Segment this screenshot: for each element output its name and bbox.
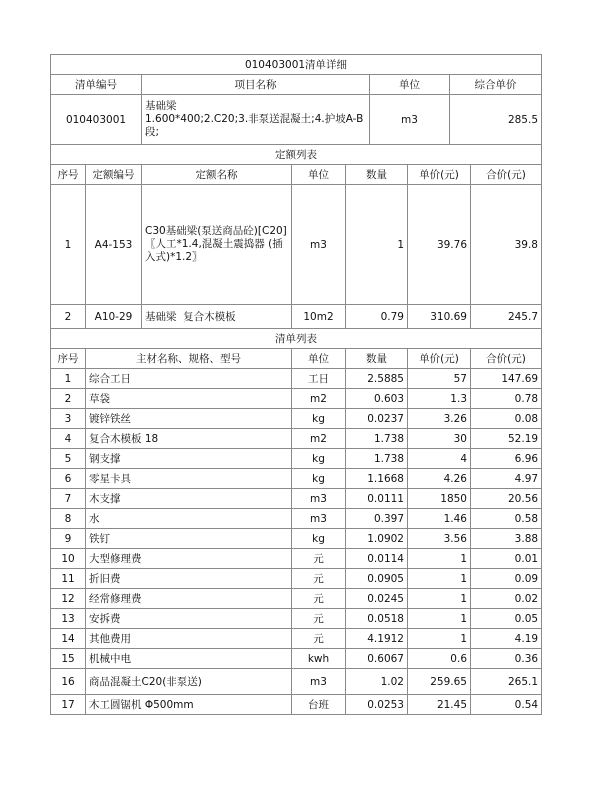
- mat-no: 5: [51, 449, 86, 469]
- material-row: [51, 589, 542, 609]
- mat-unit: m2: [292, 429, 346, 449]
- bill-item-name: [142, 95, 370, 145]
- mat-price: 3.26: [408, 409, 471, 429]
- mat-qty: 2.5885: [346, 369, 408, 389]
- material-row: [51, 469, 542, 489]
- mat-no: 6: [51, 469, 86, 489]
- quota-col-unit: 单位: [292, 165, 346, 185]
- mat-name: 大型修理费: [86, 549, 292, 569]
- mat-no: 1: [51, 369, 86, 389]
- mat-col-name: 主材名称、规格、型号: [86, 349, 292, 369]
- mat-price: 1.3: [408, 389, 471, 409]
- mat-no: 17: [51, 695, 86, 715]
- mat-unit: 元: [292, 569, 346, 589]
- mat-total: 147.69: [471, 369, 542, 389]
- mat-name: 折旧费: [86, 569, 292, 589]
- mat-price: 0.6: [408, 649, 471, 669]
- mat-qty: 0.0245: [346, 589, 408, 609]
- mat-no: 13: [51, 609, 86, 629]
- quota-row: [51, 185, 542, 305]
- mat-no: 2: [51, 389, 86, 409]
- mat-name: 木工圆锯机 Φ500mm: [86, 695, 292, 715]
- mat-no: 4: [51, 429, 86, 449]
- mat-total: 265.1: [471, 669, 542, 695]
- material-row: [51, 509, 542, 529]
- mat-qty: 0.0114: [346, 549, 408, 569]
- material-row: [51, 449, 542, 469]
- mat-no: 8: [51, 509, 86, 529]
- mat-total: 20.56: [471, 489, 542, 509]
- mat-name: 零星卡具: [86, 469, 292, 489]
- mat-unit: kg: [292, 449, 346, 469]
- materials-section-title: 清单列表: [51, 329, 542, 349]
- bill-title: 010403001清单详细: [51, 55, 542, 75]
- mat-qty: 1.0902: [346, 529, 408, 549]
- material-row: [51, 389, 542, 409]
- mat-price: 21.45: [408, 695, 471, 715]
- mat-qty: 0.0111: [346, 489, 408, 509]
- mat-unit: 元: [292, 629, 346, 649]
- mat-qty: 1.738: [346, 449, 408, 469]
- mat-qty: 0.0237: [346, 409, 408, 429]
- mat-price: 1: [408, 629, 471, 649]
- mat-qty: 1.738: [346, 429, 408, 449]
- mat-unit: 元: [292, 549, 346, 569]
- mat-total: 0.58: [471, 509, 542, 529]
- quota-code: A10-29: [86, 305, 142, 329]
- mat-qty: 1.02: [346, 669, 408, 695]
- bill-code: 010403001: [51, 95, 142, 145]
- mat-qty: 4.1912: [346, 629, 408, 649]
- mat-col-no: 序号: [51, 349, 86, 369]
- mat-no: 14: [51, 629, 86, 649]
- mat-total: 0.05: [471, 609, 542, 629]
- bill-header-table: [50, 54, 542, 145]
- mat-name: 钢支撑: [86, 449, 292, 469]
- mat-name: 其他费用: [86, 629, 292, 649]
- mat-qty: 1.1668: [346, 469, 408, 489]
- quota-price: 310.69: [408, 305, 471, 329]
- material-row: [51, 649, 542, 669]
- mat-total: 0.02: [471, 589, 542, 609]
- mat-col-price: 单价(元): [408, 349, 471, 369]
- mat-total: 0.01: [471, 549, 542, 569]
- mat-unit: m2: [292, 389, 346, 409]
- mat-unit: m3: [292, 489, 346, 509]
- mat-name: 安拆费: [86, 609, 292, 629]
- quota-name: 基础梁 复合木模板: [142, 305, 292, 329]
- quota-unit: 10m2: [292, 305, 346, 329]
- mat-col-qty: 数量: [346, 349, 408, 369]
- quota-name: C30基础梁(泵送商品砼)[C20]〖人工*1.4,混凝土震捣器 (插入式)*1.2〗: [142, 185, 292, 305]
- quota-qty: 0.79: [346, 305, 408, 329]
- quota-table: [50, 144, 542, 329]
- quota-col-no: 序号: [51, 165, 86, 185]
- mat-qty: 0.0518: [346, 609, 408, 629]
- mat-price: 1.46: [408, 509, 471, 529]
- mat-unit: kg: [292, 409, 346, 429]
- material-row: [51, 629, 542, 649]
- mat-price: 3.56: [408, 529, 471, 549]
- mat-price: 259.65: [408, 669, 471, 695]
- mat-name: 镀锌铁丝: [86, 409, 292, 429]
- mat-price: 1: [408, 589, 471, 609]
- mat-col-unit: 单位: [292, 349, 346, 369]
- mat-price: 1: [408, 569, 471, 589]
- mat-no: 12: [51, 589, 86, 609]
- quota-col-price: 单价(元): [408, 165, 471, 185]
- mat-unit: kg: [292, 529, 346, 549]
- mat-qty: 0.397: [346, 509, 408, 529]
- mat-name: 商品混凝土C20(非泵送): [86, 669, 292, 695]
- mat-total: 4.97: [471, 469, 542, 489]
- quota-col-name: 定额名称: [142, 165, 292, 185]
- col-bill-code: 清单编号: [51, 75, 142, 95]
- quota-unit: m3: [292, 185, 346, 305]
- mat-unit: m3: [292, 509, 346, 529]
- quota-col-total: 合价(元): [471, 165, 542, 185]
- material-row: [51, 609, 542, 629]
- material-row: [51, 669, 542, 695]
- mat-no: 11: [51, 569, 86, 589]
- mat-price: 1: [408, 549, 471, 569]
- material-row: [51, 409, 542, 429]
- mat-qty: 0.0253: [346, 695, 408, 715]
- mat-total: 4.19: [471, 629, 542, 649]
- bill-price: 285.5: [450, 95, 542, 145]
- mat-col-total: 合价(元): [471, 349, 542, 369]
- bill-item-name-line1: 基础梁: [145, 100, 177, 112]
- mat-total: 52.19: [471, 429, 542, 449]
- mat-name: 综合工日: [86, 369, 292, 389]
- mat-price: 30: [408, 429, 471, 449]
- bill-unit: m3: [370, 95, 450, 145]
- mat-name: 经常修理费: [86, 589, 292, 609]
- quota-section-title: 定额列表: [51, 145, 542, 165]
- bill-item-name-line2: 1.600*400;2.C20;3.非泵送混凝土;4.护坡A-B段;: [145, 113, 364, 138]
- mat-total: 0.78: [471, 389, 542, 409]
- mat-qty: 0.6067: [346, 649, 408, 669]
- quota-total: 39.8: [471, 185, 542, 305]
- mat-no: 15: [51, 649, 86, 669]
- mat-unit: kg: [292, 469, 346, 489]
- material-row: [51, 489, 542, 509]
- quota-col-code: 定额编号: [86, 165, 142, 185]
- material-row: [51, 429, 542, 449]
- mat-name: 草袋: [86, 389, 292, 409]
- mat-unit: 元: [292, 589, 346, 609]
- mat-unit: 元: [292, 609, 346, 629]
- mat-price: 1850: [408, 489, 471, 509]
- mat-name: 木支撑: [86, 489, 292, 509]
- mat-unit: 台班: [292, 695, 346, 715]
- mat-no: 7: [51, 489, 86, 509]
- mat-name: 水: [86, 509, 292, 529]
- mat-total: 0.08: [471, 409, 542, 429]
- mat-name: 机械中电: [86, 649, 292, 669]
- quota-no: 2: [51, 305, 86, 329]
- mat-name: 铁钉: [86, 529, 292, 549]
- quota-total: 245.7: [471, 305, 542, 329]
- mat-total: 0.09: [471, 569, 542, 589]
- material-row: [51, 369, 542, 389]
- mat-total: 0.54: [471, 695, 542, 715]
- mat-price: 4: [408, 449, 471, 469]
- mat-total: 3.88: [471, 529, 542, 549]
- materials-table: [50, 328, 542, 715]
- quota-col-qty: 数量: [346, 165, 408, 185]
- mat-qty: 0.603: [346, 389, 408, 409]
- quota-qty: 1: [346, 185, 408, 305]
- quota-row: [51, 305, 542, 329]
- col-unit-price: 综合单价: [450, 75, 542, 95]
- mat-no: 16: [51, 669, 86, 695]
- mat-price: 57: [408, 369, 471, 389]
- mat-name: 复合木模板 18: [86, 429, 292, 449]
- quota-no: 1: [51, 185, 86, 305]
- mat-total: 6.96: [471, 449, 542, 469]
- mat-unit: kwh: [292, 649, 346, 669]
- material-row: [51, 695, 542, 715]
- mat-price: 1: [408, 609, 471, 629]
- mat-qty: 0.0905: [346, 569, 408, 589]
- mat-unit: 工日: [292, 369, 346, 389]
- col-item-name: 项目名称: [142, 75, 370, 95]
- material-row: [51, 569, 542, 589]
- material-row: [51, 529, 542, 549]
- mat-price: 4.26: [408, 469, 471, 489]
- mat-total: 0.36: [471, 649, 542, 669]
- quota-price: 39.76: [408, 185, 471, 305]
- mat-no: 9: [51, 529, 86, 549]
- col-unit: 单位: [370, 75, 450, 95]
- material-row: [51, 549, 542, 569]
- mat-no: 3: [51, 409, 86, 429]
- mat-no: 10: [51, 549, 86, 569]
- mat-unit: m3: [292, 669, 346, 695]
- quota-code: A4-153: [86, 185, 142, 305]
